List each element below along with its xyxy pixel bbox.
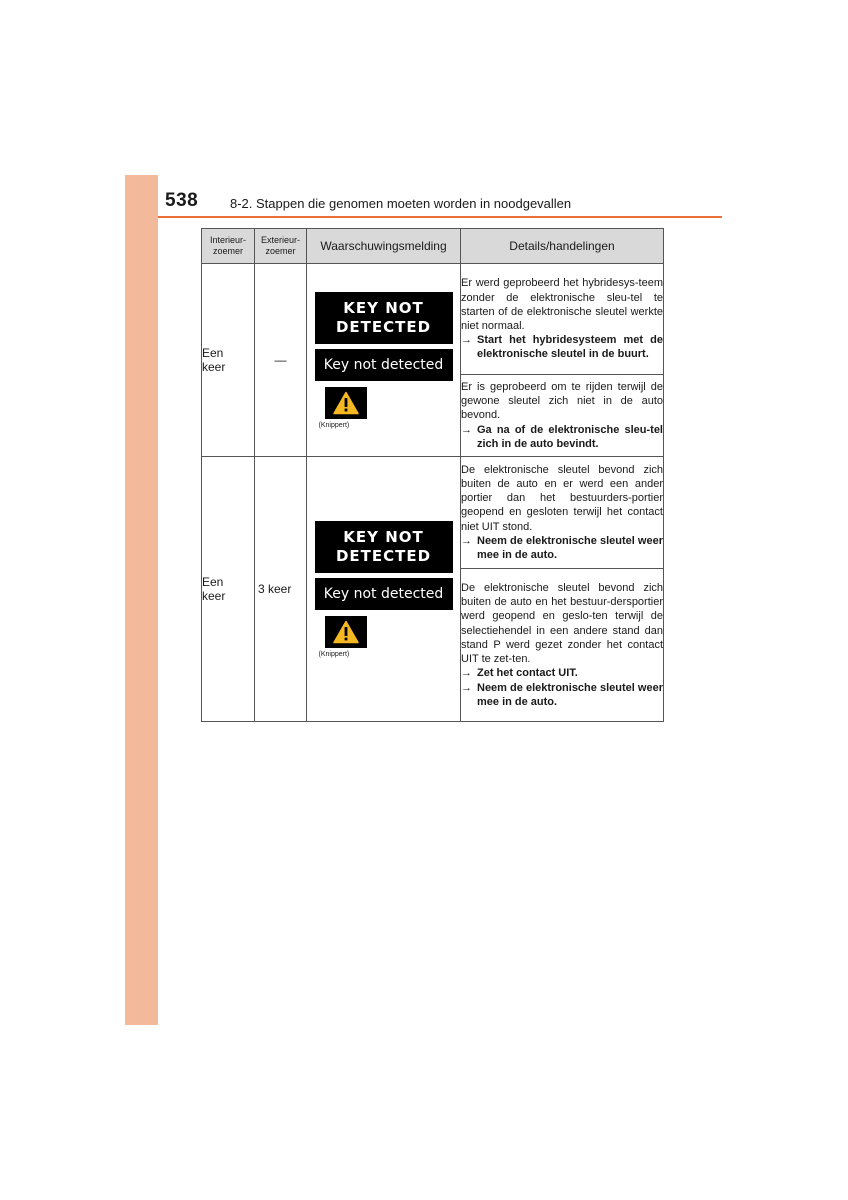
- header-details: Details/handelingen: [461, 229, 664, 264]
- table-header-row: [202, 229, 664, 264]
- action-text: Neem de elektronische sleutel weer mee in de auto.: [477, 681, 663, 708]
- details-text: De elektronische sleutel bevond zich buiten de auto en er werd een ander portier dan het bestuurders-portier geopend en gesloten terwijl het contact niet UIT stond.: [461, 463, 663, 533]
- warning-display-cell: [307, 457, 461, 722]
- action-item: [461, 681, 663, 709]
- warning-display-cell: [307, 264, 461, 457]
- arrow-icon: →: [461, 681, 472, 694]
- details-text: De elektronische sleutel bevond zich buiten de auto en het bestuur-dersportier werd geopend en geslo-ten terwijl de selectiehendel in een andere stand dan stand P werd gezet zonder het contact UIT te zet-ten.: [461, 582, 663, 666]
- section-title: 8-2. Stappen die genomen moeten worden in noodgevallen: [230, 196, 572, 211]
- table-row: [202, 457, 664, 569]
- warning-light-block: [315, 616, 453, 658]
- multi-info-display: [315, 521, 453, 573]
- header-warning-message: Waarschuwingsmelding: [307, 229, 461, 264]
- exterior-buzzer-cell: 3 keer: [255, 457, 307, 722]
- warning-light: [325, 616, 367, 648]
- display-message-caps: KEY NOT DETECTED: [335, 298, 432, 336]
- action-text: Zet het contact UIT.: [477, 667, 578, 680]
- warning-light: [325, 387, 367, 419]
- arrow-icon: →: [461, 334, 472, 347]
- chapter-side-tab: [125, 175, 158, 1025]
- action-text: Neem de elektronische sleutel weer mee in de auto.: [477, 534, 663, 561]
- arrow-icon: →: [461, 534, 472, 547]
- multi-info-display: [315, 292, 453, 344]
- interior-buzzer-value: Een keer: [202, 346, 226, 374]
- action-item: [461, 423, 663, 451]
- header-rule: [158, 216, 722, 218]
- interior-buzzer-cell: [202, 457, 255, 722]
- header-exterior-buzzer: [255, 229, 307, 264]
- details-cell: [461, 375, 664, 457]
- blinking-caption: (Knippert): [318, 421, 350, 429]
- arrow-icon: →: [461, 667, 472, 680]
- details-text: Er is geprobeerd om te rijden terwijl de gewone sleutel zich niet in de auto bevond.: [461, 380, 663, 422]
- details-text: Er werd geprobeerd het hybridesys-teem zonder de elektronische sleu-tel te starten of de elektronische sleutel werkte niet normaal.: [461, 277, 663, 332]
- header-interior-buzzer-text: Interieur- zoemer: [209, 235, 246, 256]
- arrow-icon: →: [461, 423, 472, 436]
- display-message-text: Key not detected: [315, 578, 453, 610]
- header-exterior-buzzer-text: Exterieur- zoemer: [260, 235, 300, 256]
- interior-buzzer-cell: [202, 264, 255, 457]
- header-interior-buzzer: [202, 229, 255, 264]
- action-item: [461, 534, 663, 562]
- display-message-text: Key not detected: [315, 349, 453, 381]
- details-cell: [461, 264, 664, 375]
- interior-buzzer-value: Een keer: [202, 575, 226, 603]
- exterior-buzzer-cell: —: [255, 264, 307, 457]
- page-number: 538: [165, 190, 199, 211]
- action-item: [461, 666, 663, 680]
- table-row: [202, 264, 664, 375]
- action-text: Start het hybridesysteem met de elektronische sleutel in de buurt.: [477, 334, 663, 361]
- page-header: [165, 190, 720, 216]
- warning-message-table: [201, 228, 664, 722]
- details-cell: [461, 569, 664, 722]
- action-text: Ga na of de elektronische sleu-tel zich in de auto bevindt.: [477, 423, 663, 450]
- blinking-caption: (Knippert): [318, 650, 350, 658]
- warning-triangle-icon: [333, 391, 359, 415]
- warning-light-block: [315, 387, 453, 429]
- details-cell: [461, 457, 664, 569]
- action-item: [461, 333, 663, 361]
- warning-triangle-icon: [333, 620, 359, 644]
- display-message-caps: KEY NOT DETECTED: [335, 527, 432, 565]
